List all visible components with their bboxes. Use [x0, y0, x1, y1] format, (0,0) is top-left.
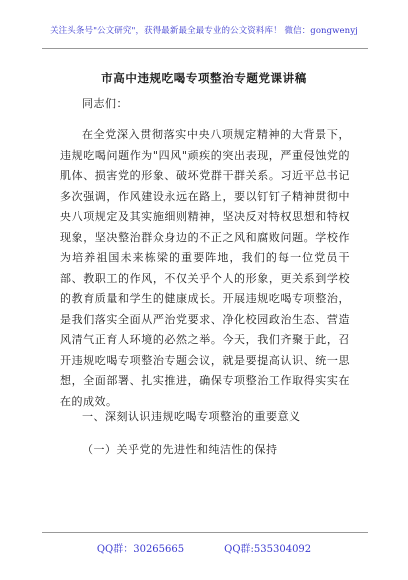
footer-qq-group-2: QQ群:535304092 — [224, 544, 312, 555]
page-header-watermark: 关注头条号"公文研究"，获得最新最全最专业的公文资料库！ 微信：gongwenyj — [50, 26, 358, 36]
footer-divider — [42, 532, 368, 533]
subsection-heading: （一）关乎党的先进性和纯洁性的保持 — [82, 443, 278, 456]
footer-qq-group-1: QQ群：30265665 — [96, 544, 185, 555]
header-divider — [42, 48, 368, 49]
document-title: 市高中违规吃喝专项整治专题党课讲稿 — [101, 71, 307, 85]
body-paragraph: 在全党深入贯彻落实中央八项规定精神的大背景下，违规吃喝问题作为"四风"顽疾的突出表现，严重侵蚀党的肌体、损害党的形象、破坏党群干群关系。习近平总书记多次强调，作风建设永远在路上，要以钉钉子精神贯彻中央八项规定及其实施细则精神，坚决反对特权思想和特权现象，坚决整治群众身边的不正之风和腐败问题。学校作为培养祖国未来栋梁的重要阵地，我们的每一位党员干部、教职工的作风，不仅关乎个人的形象，更关系到学校的教育质量和学生的健康成长。开展违规吃喝专项整治，是我们落实全面从严治党要求、净化校园政治生态、营造风清气正育人环境的必然之举。今天，我们齐聚于此，召开违规吃喝专项整治专题会议，就是要提高认识、统一思想，全面部署、扎实推进，确保专项整治工作取得实实在在的成效。 — [60, 128, 350, 408]
section-heading: 一、深刻认识违规吃喝专项整治的重要意义 — [82, 410, 301, 423]
greeting: 同志们： — [82, 97, 128, 110]
page-footer — [0, 540, 408, 555]
